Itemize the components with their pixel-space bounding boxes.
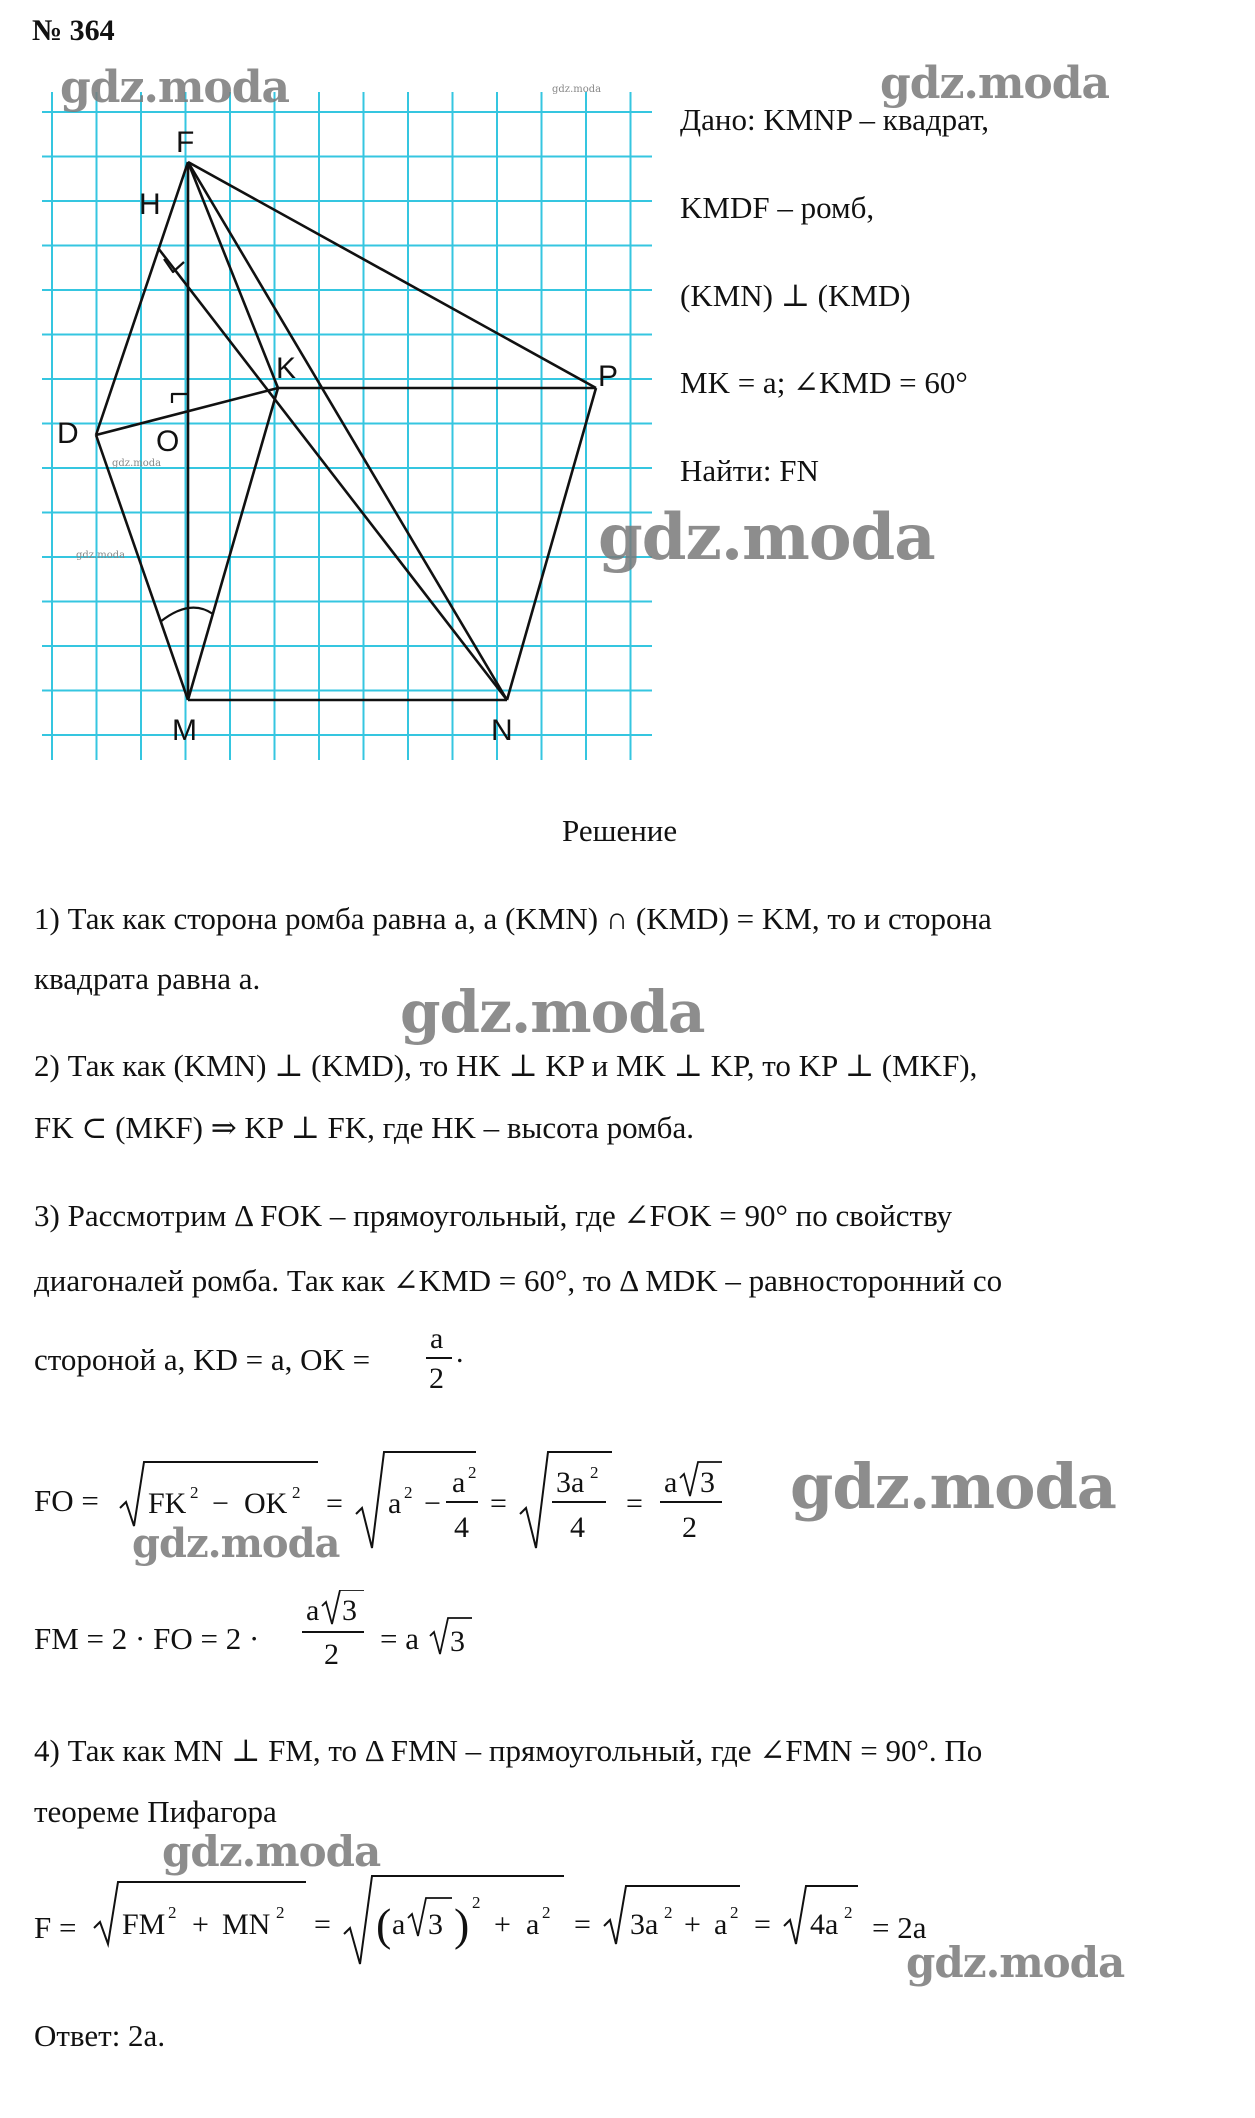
segment-FK [188,162,278,388]
step-3-line-3: стороной a, KD = a, OK = [34,1342,371,1377]
f-formula [88,1872,888,1972]
svg-text:a: a [388,1487,402,1520]
svg-text:2: 2 [468,1463,477,1482]
svg-text:2: 2 [844,1903,853,1922]
svg-text:2: 2 [404,1483,413,1502]
ok-fraction [418,1320,468,1400]
svg-text:=: = [754,1908,771,1941]
fm-formula-lhs: FM = 2 · FO = 2 · [34,1621,260,1656]
geometry-diagram [0,0,700,780]
svg-text:): ) [454,1899,470,1950]
svg-text:3a: 3a [630,1908,659,1941]
svg-text:4: 4 [454,1511,469,1544]
svg-text:=: = [626,1487,643,1520]
svg-text:OK: OK [244,1487,288,1520]
f-formula-result: = 2a [872,1910,927,1945]
svg-text:−: − [424,1487,441,1520]
solution-heading: Решение [562,813,678,848]
svg-text:FM: FM [122,1908,166,1941]
f-formula-lhs: F = [34,1910,77,1945]
svg-text:=: = [574,1908,591,1941]
svg-text:a: a [430,1322,444,1355]
answer: Ответ: 2a. [34,2018,166,2053]
svg-text:2: 2 [324,1638,339,1671]
svg-text:+: + [494,1908,511,1941]
svg-text:(: ( [376,1899,392,1950]
segment-PN [507,388,596,700]
svg-text:4: 4 [570,1511,585,1544]
svg-text:3: 3 [428,1908,443,1941]
watermark: gdz.moda [132,1520,340,1567]
watermark: gdz.moda [906,1938,1125,1987]
step-3-line-2: диагоналей ромба. Так как ∠KMD = 60°, то Δ MDK – равносторонний со [34,1263,1003,1298]
svg-text:2: 2 [472,1893,481,1912]
label-K: K [276,352,297,385]
svg-text:2: 2 [542,1903,551,1922]
step-4-line-2: теореме Пифагора [34,1794,277,1829]
svg-text:2: 2 [429,1362,444,1395]
svg-text:a: a [714,1908,728,1941]
given-line-4: MK = a; ∠KMD = 60° [680,365,968,400]
label-N: N [491,714,513,747]
svg-text:−: − [212,1487,229,1520]
watermark-small: gdz.moda [112,458,162,469]
find-line: Найти: FN [680,453,819,488]
segment-FN [188,162,507,700]
step-4-line-1: 4) Так как MN ⊥ FM, то Δ FMN – прямоугольный, где ∠FMN = 90°. По [34,1733,983,1768]
svg-text:FK: FK [148,1487,187,1520]
given-line-1: Дано: KMNP – квадрат, [680,102,990,137]
svg-text:=: = [314,1908,331,1941]
svg-text:=: = [326,1487,343,1520]
segment-KM [188,388,278,700]
step-1-line-2: квадрата равна a. [34,961,261,996]
svg-text:+: + [684,1908,701,1941]
label-P: P [598,360,619,393]
problem-number: № 364 [32,14,115,47]
svg-text:3a: 3a [556,1466,585,1499]
svg-text:3: 3 [700,1466,715,1499]
svg-text:2: 2 [292,1483,301,1502]
watermark: gdz.moda [880,58,1110,109]
svg-text:a: a [526,1908,540,1941]
svg-text:+: + [192,1908,209,1941]
step-1-line-1: 1) Так как сторона ромба равна a, а (KMN) ∩ (KMD) = KM, то и сторона [34,901,992,936]
svg-text:=: = [490,1487,507,1520]
label-H: H [139,188,161,221]
svg-text:.: . [456,1336,464,1369]
fm-formula-rhs: = a [380,1621,419,1656]
label-O: O [156,425,180,458]
watermark-small: gdz.moda [552,84,602,95]
svg-text:2: 2 [664,1903,673,1922]
fm-fraction [298,1590,368,1674]
svg-text:3: 3 [342,1594,357,1627]
step-2-line-2: FK ⊂ (MKF) ⇒ KP ⊥ FK, где HK – высота ромба. [34,1110,694,1145]
svg-text:2: 2 [190,1483,199,1502]
step-3-line-1: 3) Рассмотрим Δ FOK – прямоугольный, где ∠FOK = 90° по свойству [34,1198,953,1233]
watermark-small: gdz.moda [76,550,126,561]
svg-text:2: 2 [730,1903,739,1922]
given-line-2: KMDF – ромб, [680,190,875,225]
svg-text:2: 2 [168,1903,177,1922]
svg-text:2: 2 [682,1511,697,1544]
watermark: gdz.moda [400,978,705,1046]
step-2-line-1: 2) Так как (KMN) ⊥ (KMD), то HK ⊥ KP и MK ⊥ KP, то KP ⊥ (MKF), [34,1048,978,1083]
svg-text:a: a [306,1594,320,1627]
svg-text:3: 3 [450,1625,465,1658]
svg-text:2: 2 [276,1903,285,1922]
fm-sqrt3 [428,1612,474,1658]
label-F: F [176,126,195,159]
fo-formula-lhs: FO = [34,1483,99,1518]
svg-text:a: a [392,1908,406,1941]
svg-text:a: a [664,1466,678,1499]
segment-HN [158,248,507,700]
watermark: gdz.moda [790,1450,1116,1523]
segment-FP [188,162,596,388]
watermark: gdz.moda [60,62,290,113]
svg-text:2: 2 [590,1463,599,1482]
watermark: gdz.moda [162,1827,381,1876]
label-M: M [172,714,197,747]
label-D: D [57,417,79,450]
svg-text:a: a [452,1466,466,1499]
svg-text:MN: MN [222,1908,271,1941]
watermark: gdz.moda [598,500,935,575]
svg-text:4a: 4a [810,1908,839,1941]
given-line-3: (KMN) ⊥ (KMD) [680,278,911,313]
